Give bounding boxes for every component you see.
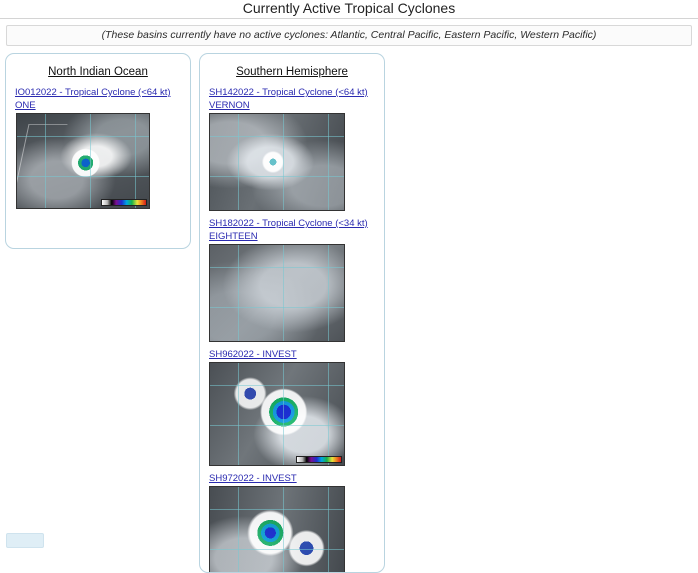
basin-panel-north-indian-ocean xyxy=(5,53,191,249)
inactive-basins-notice: (These basins currently have no active cyclones: Atlantic, Central Pacific, Eastern Pacific, Western Pacific) xyxy=(6,25,692,46)
basin-columns xyxy=(0,53,698,573)
storm-entry-sh962022 xyxy=(209,349,375,466)
satellite-image-sh972022[interactable] xyxy=(209,486,345,573)
storm-entry-sh972022 xyxy=(209,473,375,573)
basin-heading-southern-hemisphere: Southern Hemisphere xyxy=(236,66,348,78)
storm-link-sh962022-line1[interactable]: SH962022 - INVEST xyxy=(209,349,297,360)
storm-link-io012022-line1[interactable]: IO012022 - Tropical Cyclone (<64 kt) xyxy=(15,87,171,98)
storm-link-sh182022-line1[interactable]: SH182022 - Tropical Cyclone (<34 kt) xyxy=(209,218,368,229)
storm-entry-sh182022 xyxy=(209,218,375,342)
satellite-image-sh182022[interactable] xyxy=(209,244,345,342)
graticule-overlay xyxy=(210,487,344,573)
storm-entry-sh142022 xyxy=(209,87,375,211)
basin-panel-southern-hemisphere xyxy=(199,53,385,573)
color-scale-bar xyxy=(101,199,147,206)
graticule-overlay xyxy=(17,114,149,208)
page-title: Currently Active Tropical Cyclones xyxy=(242,0,456,16)
storm-link-sh142022-line2[interactable]: VERNON xyxy=(209,100,250,111)
storm-entry-io012022 xyxy=(15,87,181,209)
satellite-image-sh142022[interactable] xyxy=(209,113,345,211)
page-header xyxy=(0,0,698,19)
title-divider xyxy=(0,18,698,19)
satellite-image-sh962022[interactable] xyxy=(209,362,345,466)
storm-link-sh182022-line2[interactable]: EIGHTEEN xyxy=(209,231,258,242)
southern-hemisphere-storm-list xyxy=(209,87,375,573)
coastline-overlay xyxy=(16,124,68,195)
color-scale-bar xyxy=(296,456,342,463)
basin-heading-north-indian-ocean: North Indian Ocean xyxy=(48,66,148,78)
graticule-overlay xyxy=(210,363,344,465)
storm-link-sh142022-line1[interactable]: SH142022 - Tropical Cyclone (<64 kt) xyxy=(209,87,368,98)
storm-link-sh972022-line1[interactable]: SH972022 - INVEST xyxy=(209,473,297,484)
graticule-overlay xyxy=(210,114,344,210)
footer-placeholder-chip xyxy=(6,533,44,548)
graticule-overlay xyxy=(210,245,344,341)
storm-link-io012022-line2[interactable]: ONE xyxy=(15,100,36,111)
satellite-image-io012022[interactable] xyxy=(16,113,150,209)
